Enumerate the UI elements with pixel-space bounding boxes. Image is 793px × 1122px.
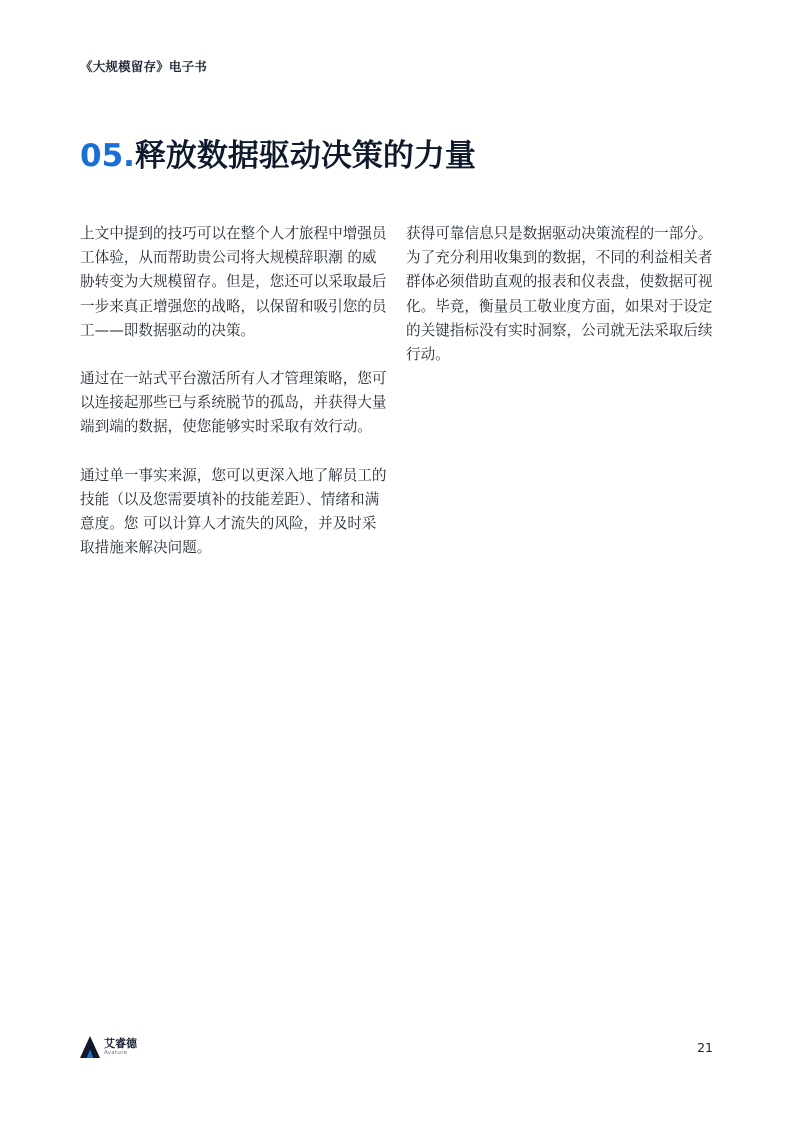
paragraph: 上文中提到的技巧可以在整个人才旅程中增强员工体验，从而帮助贵公司将大规模辞职潮 的威胁转变为大规模留存。但是，您还可以采取最后一步来真正增强您的战略，以保留和吸引您的员工——即数据驱动的决策。 [80,225,387,339]
section-number: 05. [80,138,135,174]
footer-logo [80,1036,137,1058]
section-title [80,134,476,178]
brand-name-cn: 艾睿德 [104,1036,137,1050]
brand-name-en: Avature [104,1049,128,1056]
section-title-text: 释放数据驱动决策的力量 [134,138,476,174]
paragraph: 通过单一事实来源，您可以更深入地了解员工的技能（以及您需要填补的技能差距）、情绪和满意度。您 可以计算人才流失的风险，并及时采取措施来解决问题。 [80,466,387,557]
paragraph: 通过在一站式平台激活所有人才管理策略，您可以连接起那些已与系统脱节的孤岛，并获得大量端到端的数据，使您能够实时采取有效行动。 [80,370,387,436]
page-number: 21 [697,1040,713,1055]
right-column [406,222,716,391]
paragraph: 获得可靠信息只是数据驱动决策流程的一部分。为了充分利用收集到的数据，不同的利益相关者群体必须借助直观的报表和仪表盘，使数据可视化。毕竟，衡量员工敬业度方面，如果对于设定的关键指标没有实时洞察，公司就无法采取后续行动。 [406,225,713,364]
running-header: 《大规模留存》电子书 [80,59,208,74]
left-column [80,222,390,584]
avature-logo-icon [80,1036,100,1058]
